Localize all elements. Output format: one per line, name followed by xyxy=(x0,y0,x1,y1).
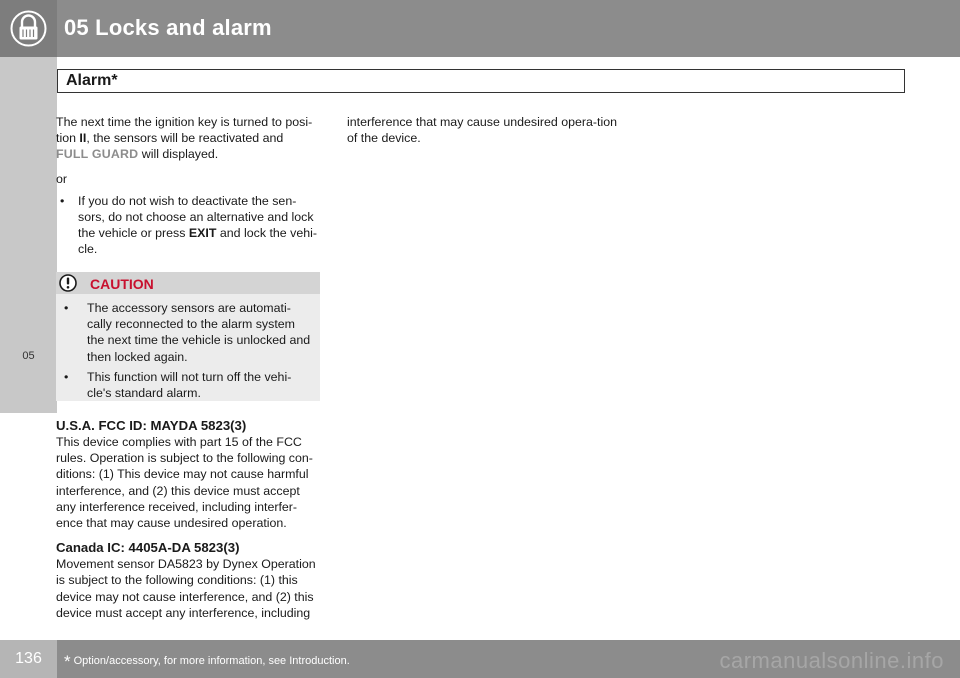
chapter-sidebar xyxy=(0,57,57,413)
full-guard-display-text: FULL GUARD xyxy=(56,147,139,162)
page-number: 136 xyxy=(15,650,42,667)
chapter-title: 05 Locks and alarm xyxy=(64,15,272,40)
watermark: carmanualsonline.info xyxy=(719,648,944,673)
chapter-header xyxy=(0,0,960,57)
list-item: • If you do not wish to deactivate the sen-sors, do not choose an alternative and lock the vehicle or press EXIT and lock the vehi-cle. xyxy=(60,193,317,257)
exclamation-icon xyxy=(58,273,78,293)
list-item: • This function will not turn off the vehi-cle's standard alarm. xyxy=(64,369,292,401)
caution-header xyxy=(56,272,320,294)
bullet-icon: • xyxy=(60,193,65,208)
section-title: Alarm* xyxy=(66,72,118,89)
fcc-heading: U.S.A. FCC ID: MAYDA 5823(3) xyxy=(56,418,247,433)
fcc-text: This device complies with part 15 of the FCC rules. Operation is subject to the following con-ditions: (1) This device may not cause harmful interference, and (2) this device must accept any interference received, including interfer-ence that may cause undesired operation. xyxy=(56,435,313,531)
ignition-position-label: II xyxy=(79,131,87,146)
list-item: • The accessory sensors are automati-cally reconnected to the alarm system the next time the vehicle is unlocked and then locked again. xyxy=(64,301,311,364)
section-title-bar xyxy=(57,69,905,93)
caution-box xyxy=(56,272,320,401)
footnote-star: * xyxy=(64,652,71,671)
fcc-section xyxy=(56,418,322,621)
footnote: * Option/accessory, for more information, see Introduction. xyxy=(64,652,350,671)
caution-title: CAUTION xyxy=(90,276,154,292)
column-right xyxy=(347,114,627,146)
sidebar-chapter-number: 05 xyxy=(22,350,35,362)
or-text: or xyxy=(56,171,68,186)
canada-heading: Canada IC: 4405A-DA 5823(3) xyxy=(56,540,240,556)
canada-text: Movement sensor DA5823 by Dynex Operation is subject to the following conditions: (1) this device may not cause interference, and (2) this device must accept any interference, including xyxy=(56,557,316,620)
padlock-icon xyxy=(0,0,57,57)
page-number-box xyxy=(0,640,57,678)
continued-text: interference that may cause undesired opera-tion of the device. xyxy=(347,115,617,146)
page-footer xyxy=(0,640,960,678)
paragraph-sensors-reactivated: The next time the ignition key is turned to posi-tion II, the sensors will be reactivated and FULL GUARD will displayed. xyxy=(56,115,313,162)
bullet-icon: • xyxy=(64,369,69,384)
exit-button-label: EXIT xyxy=(188,226,217,241)
caution-list xyxy=(64,300,314,405)
bullet-icon: • xyxy=(64,301,69,315)
